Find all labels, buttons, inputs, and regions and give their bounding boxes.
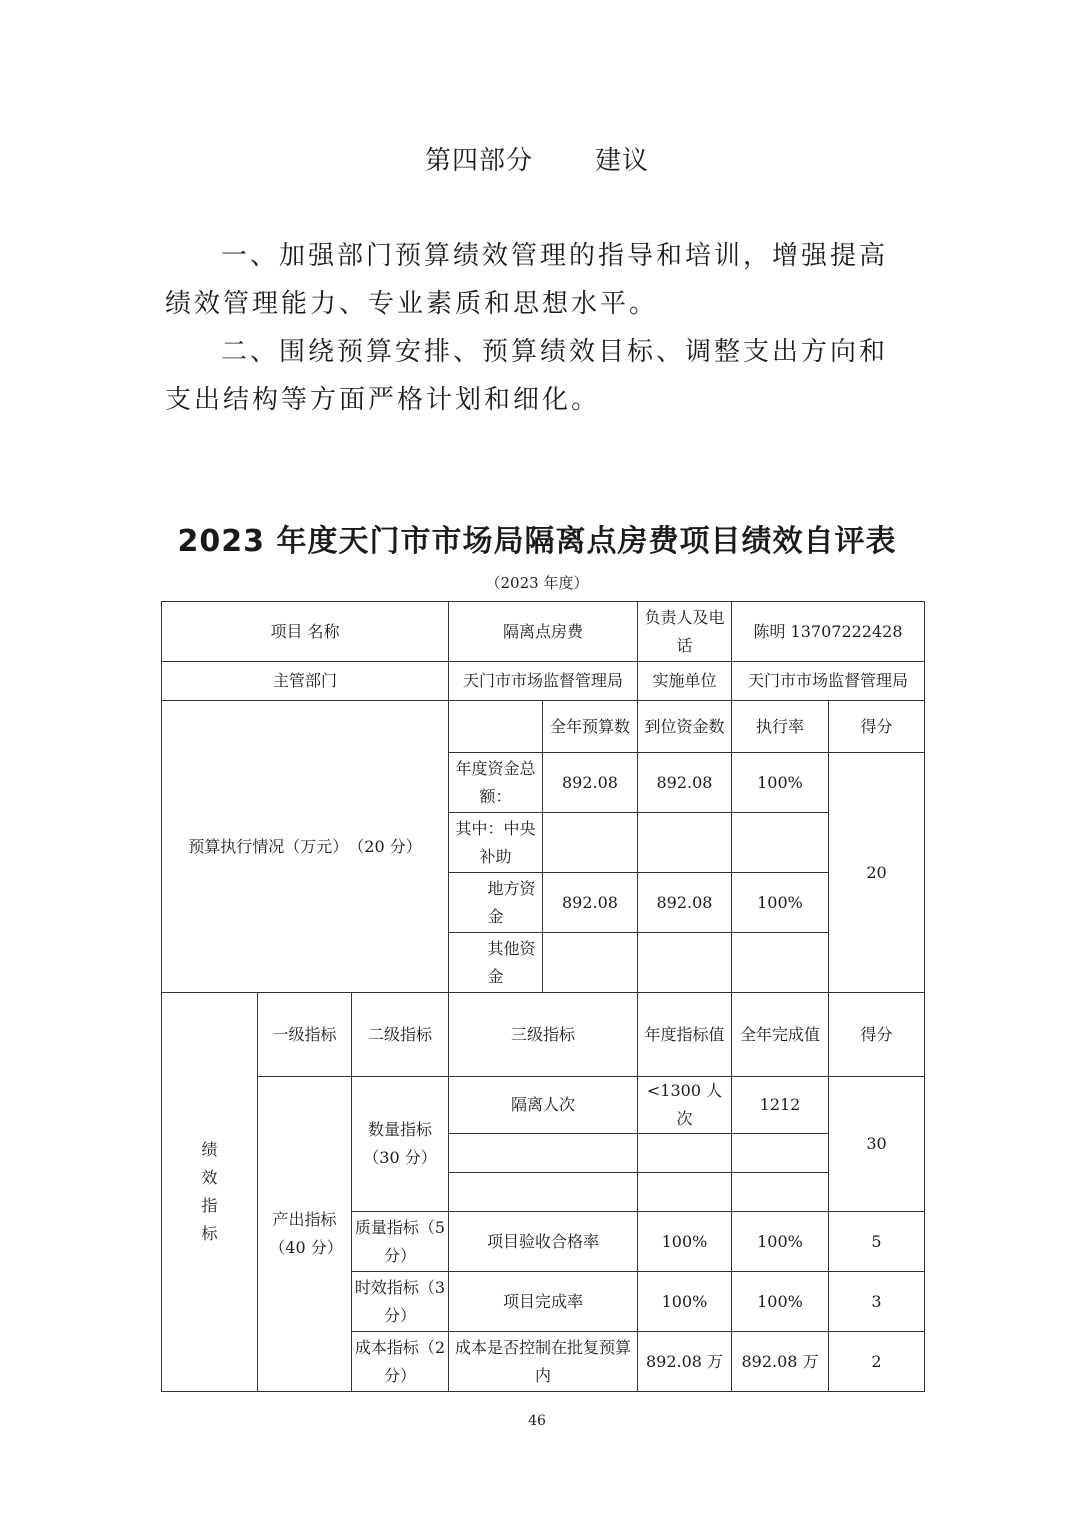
section-heading-word: 建议 — [595, 146, 650, 176]
quantity-row-name — [449, 1173, 638, 1212]
page-number: 46 — [528, 1413, 546, 1429]
budget-row-budget: 892.08 — [543, 873, 638, 933]
cost-target: 892.08 万 — [638, 1332, 732, 1392]
paragraph-1: 一、加强部门预算绩效管理的指导和培训，增强提高绩效管理能力、专业素质和思想水平。 — [165, 241, 889, 319]
quality-actual: 100% — [732, 1212, 829, 1272]
budget-header: 执行率 — [732, 701, 829, 753]
quantity-row-actual: 1212 — [732, 1077, 829, 1134]
table-row — [162, 1077, 925, 1134]
quality-name: 项目验收合格率 — [449, 1212, 638, 1272]
evaluation-table — [161, 601, 925, 1392]
quantity-score: 30 — [829, 1077, 925, 1212]
budget-row-name: 其中：中央补助 — [449, 813, 543, 873]
cost-score: 2 — [829, 1332, 925, 1392]
budget-row-budget — [543, 813, 638, 873]
quantity-row-actual — [732, 1134, 829, 1173]
indicators-label-text: 绩效指标 — [201, 1140, 218, 1243]
budget-row-budget: 892.08 — [543, 753, 638, 813]
indicator-header: 得分 — [829, 993, 925, 1077]
table-row — [162, 602, 925, 662]
section-heading-part: 第四部分 — [424, 146, 533, 176]
impl-value: 天门市市场监督管理局 — [732, 662, 925, 701]
table-row — [162, 662, 925, 701]
table-row — [162, 701, 925, 753]
budget-row-received: 892.08 — [638, 753, 732, 813]
document-title: 2023 年度天门市市场局隔离点房费项目绩效自评表 — [177, 524, 897, 559]
quantity-row-target — [638, 1173, 732, 1212]
project-name-value: 隔离点房费 — [449, 602, 638, 662]
indicators-label — [162, 993, 258, 1392]
responsible-label: 负责人及电话 — [638, 602, 732, 662]
indicator-header: 全年完成值 — [732, 993, 829, 1077]
responsible-value: 陈明 13707222428 — [732, 602, 925, 662]
timeliness-score: 3 — [829, 1272, 925, 1332]
quantity-row-name: 隔离人次 — [449, 1077, 638, 1134]
budget-row-name: 地方资金 — [449, 873, 543, 933]
budget-header-empty — [449, 701, 543, 753]
budget-row-rate: 100% — [732, 753, 829, 813]
indicator-header: 二级指标 — [352, 993, 449, 1077]
dept-label: 主管部门 — [162, 662, 449, 701]
budget-score: 20 — [829, 753, 925, 993]
cost-actual: 892.08 万 — [732, 1332, 829, 1392]
budget-row-name: 其他资金 — [449, 933, 543, 993]
timeliness-actual: 100% — [732, 1272, 829, 1332]
budget-row-budget — [543, 933, 638, 993]
quantity-label: 数量指标（30 分） — [352, 1077, 449, 1212]
output-label — [258, 1077, 352, 1392]
indicator-header: 一级指标 — [258, 993, 352, 1077]
timeliness-target: 100% — [638, 1272, 732, 1332]
paragraph-2: 二、围绕预算安排、预算绩效目标、调整支出方向和支出结构等方面严格计划和细化。 — [165, 337, 889, 415]
budget-header: 到位资金数 — [638, 701, 732, 753]
budget-row-received — [638, 813, 732, 873]
budget-row-rate — [732, 933, 829, 993]
budget-row-rate — [732, 813, 829, 873]
impl-label: 实施单位 — [638, 662, 732, 701]
timeliness-label: 时效指标（3分） — [352, 1272, 449, 1332]
budget-row-received — [638, 933, 732, 993]
timeliness-name: 项目完成率 — [449, 1272, 638, 1332]
indicator-header: 年度指标值 — [638, 993, 732, 1077]
quantity-row-target — [638, 1134, 732, 1173]
indicator-header: 三级指标 — [449, 993, 638, 1077]
cost-label: 成本指标（2分） — [352, 1332, 449, 1392]
quality-label: 质量指标（5分） — [352, 1212, 449, 1272]
quality-score: 5 — [829, 1212, 925, 1272]
budget-row-rate: 100% — [732, 873, 829, 933]
quantity-row-actual — [732, 1173, 829, 1212]
budget-row-name: 年度资金总额： — [449, 753, 543, 813]
quantity-row-target: <1300 人次 — [638, 1077, 732, 1134]
project-name-label: 项目 名称 — [162, 602, 449, 662]
quality-target: 100% — [638, 1212, 732, 1272]
quantity-row-name — [449, 1134, 638, 1173]
table-row — [162, 993, 925, 1077]
budget-label: 预算执行情况（万元） （20 分） — [162, 701, 449, 993]
output-label-text: 产出指标（40 分） — [269, 1210, 343, 1257]
budget-header: 得分 — [829, 701, 925, 753]
budget-header: 全年预算数 — [543, 701, 638, 753]
section-heading — [0, 140, 1074, 177]
budget-row-received: 892.08 — [638, 873, 732, 933]
dept-value: 天门市市场监督管理局 — [449, 662, 638, 701]
document-subtitle: （2023 年度） — [485, 574, 589, 592]
cost-name: 成本是否控制在批复预算内 — [449, 1332, 638, 1392]
